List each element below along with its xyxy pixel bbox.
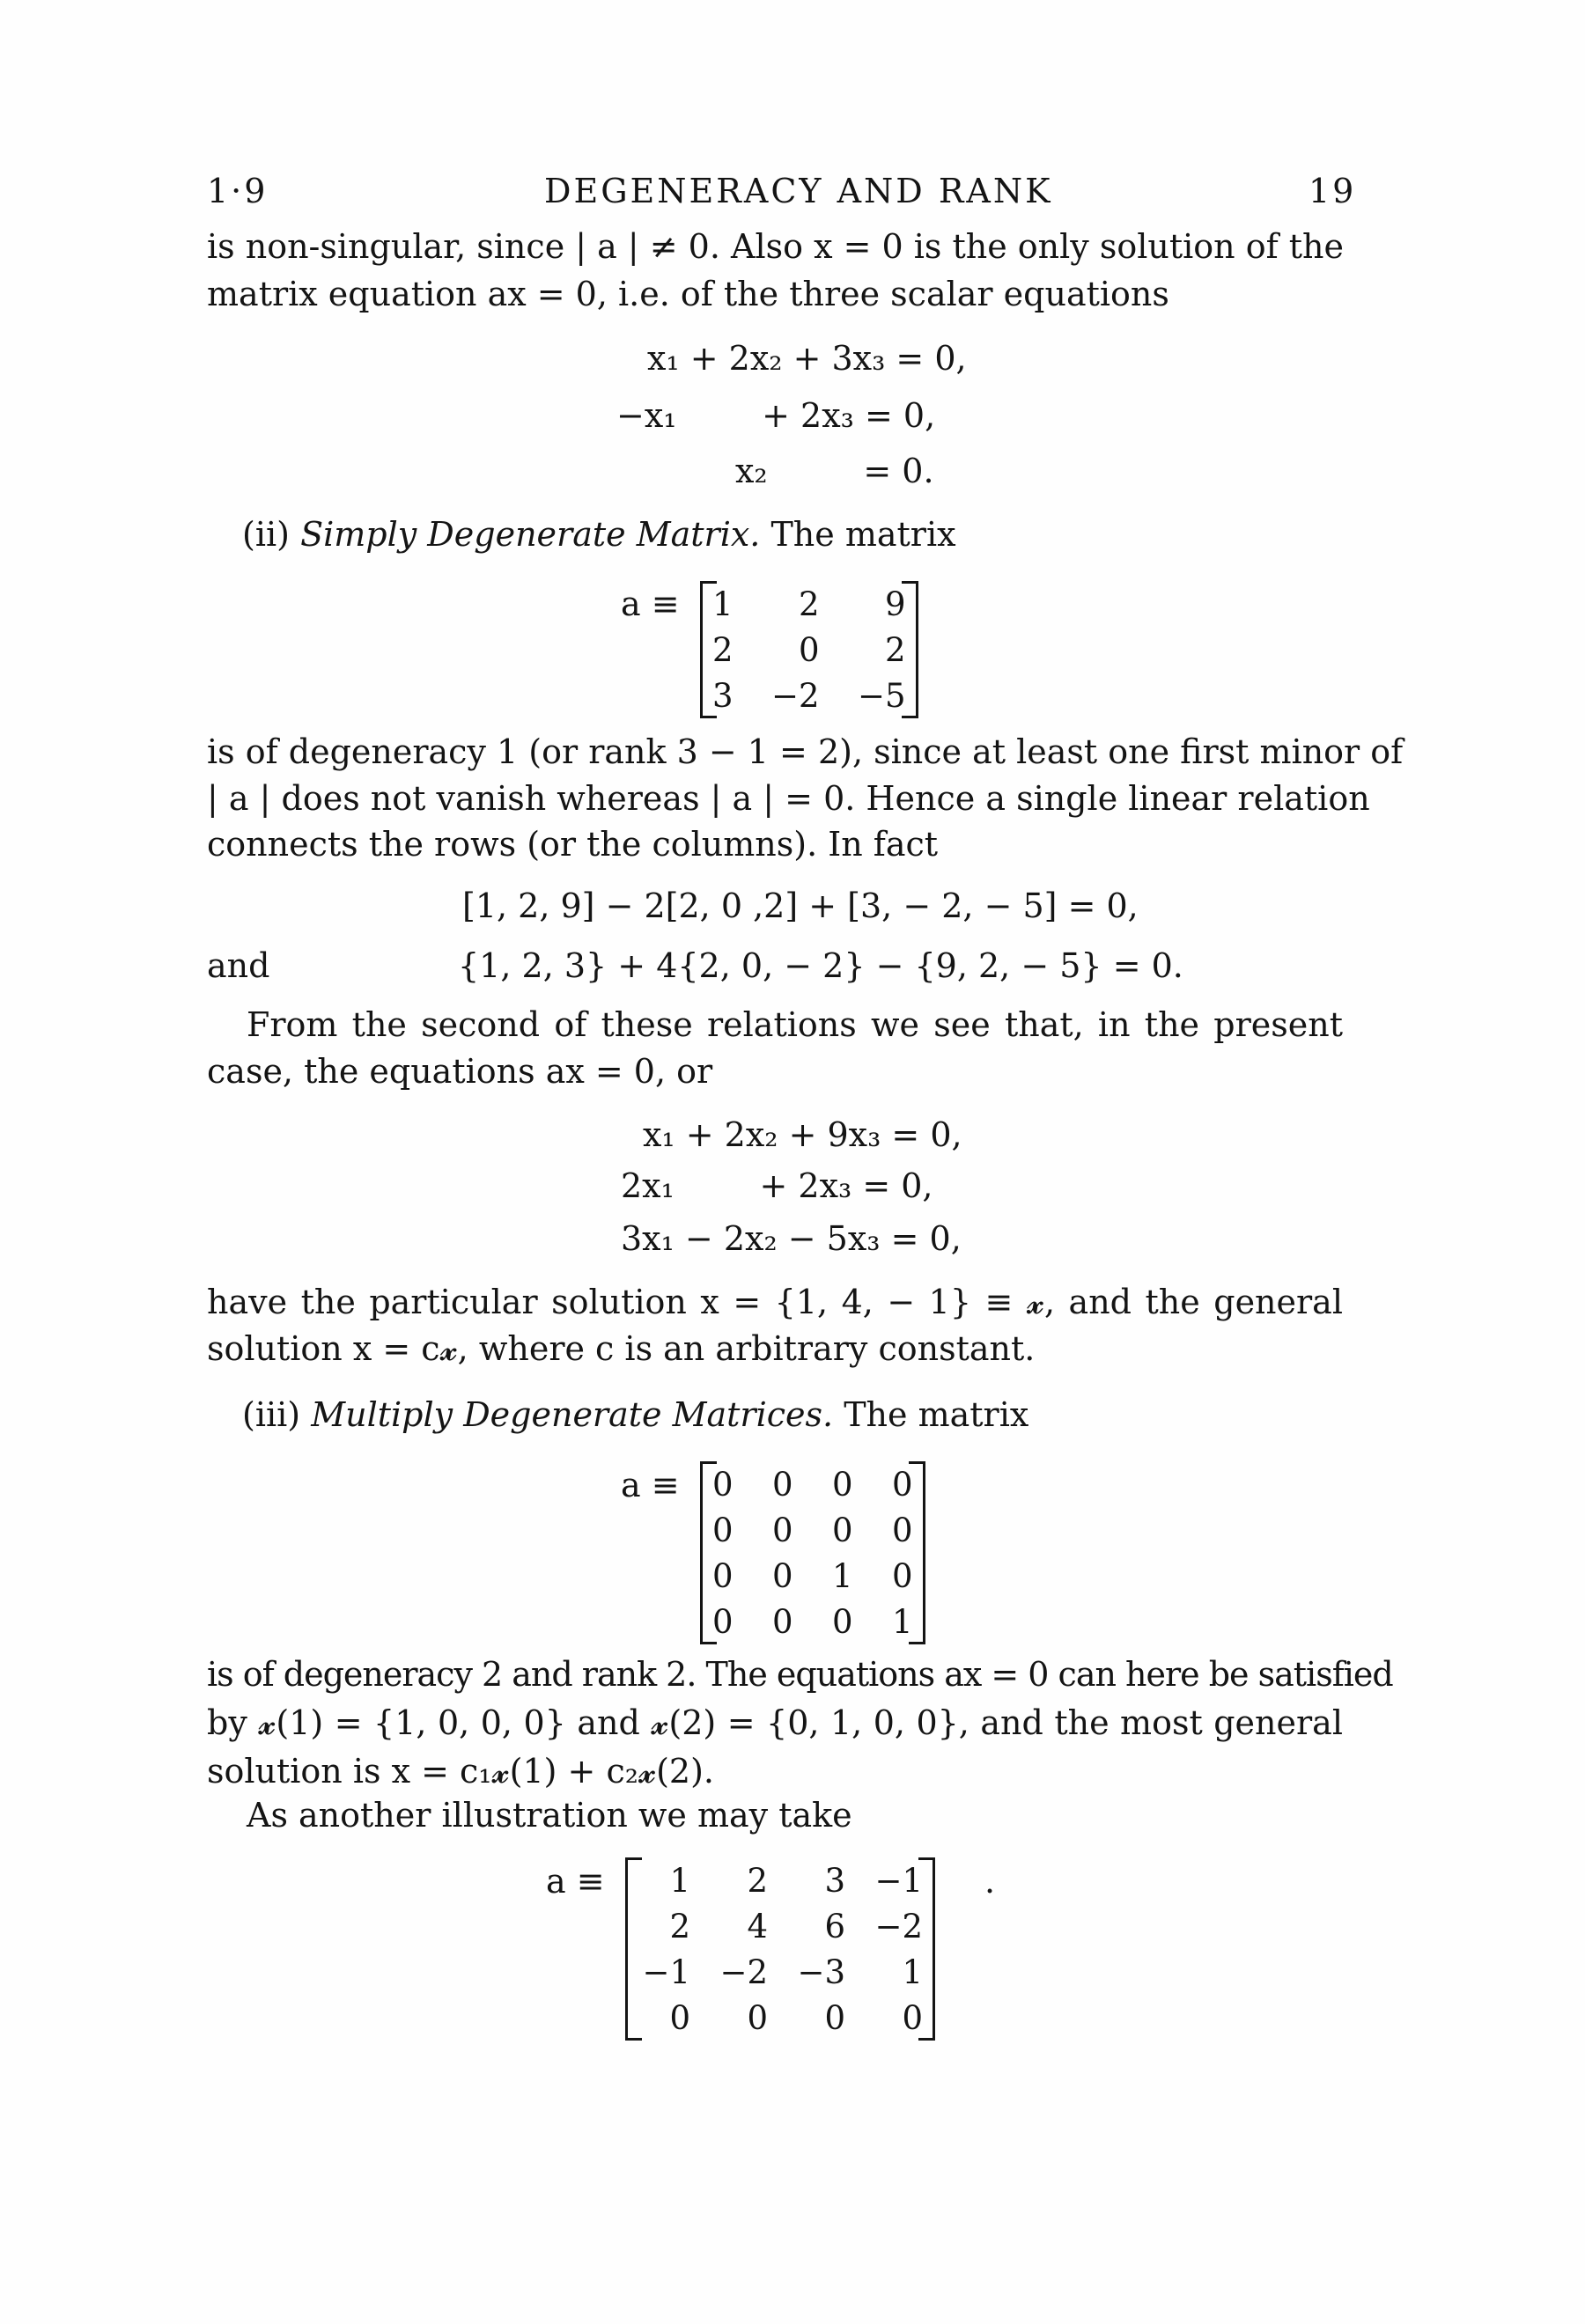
matrix-cell: 0: [892, 1556, 913, 1595]
matrix-cell: 0: [712, 1465, 734, 1504]
right-bracket: [918, 1857, 935, 2041]
section-num: (iii): [242, 1395, 301, 1434]
matrix-cell: 0: [824, 1998, 845, 2037]
paragraph-line: From the second of these relations we see that, in the present: [247, 1005, 1343, 1044]
section-title: Simply Degenerate Matrix.: [300, 515, 761, 554]
matrix-cell: −1: [874, 1861, 923, 1900]
matrix-cell: 1: [712, 585, 734, 623]
matrix-cell: 9: [885, 585, 906, 623]
matrix-cell: 0: [712, 1602, 734, 1641]
page-number: 19: [1309, 172, 1357, 210]
section-heading: [242, 1395, 1028, 1434]
matrix-cell: 0: [832, 1465, 853, 1504]
matrix-cell: 0: [892, 1511, 913, 1549]
matrix-3-table: [625, 1857, 935, 2041]
matrix-cell: 0: [747, 1998, 768, 2037]
running-title: DEGENERACY AND RANK: [544, 172, 1053, 210]
left-bracket: [625, 1857, 642, 2041]
matrix-cell: 2: [669, 1907, 690, 1945]
matrix-cell: 0: [669, 1998, 690, 2037]
matrix-cell: 0: [772, 1602, 793, 1641]
section-rest: The matrix: [770, 515, 956, 554]
matrix-cell: −2: [771, 676, 820, 715]
matrix-label: a ≡: [621, 1466, 680, 1504]
matrix-cell: 1: [832, 1556, 853, 1595]
paragraph-line: solution x = c𝔁, where c is an arbitrary constant.: [207, 1329, 1036, 1368]
matrix-cell: 0: [892, 1465, 913, 1504]
matrix-cell: 0: [832, 1511, 853, 1549]
matrix-cell: 2: [799, 585, 820, 623]
matrix-cell: 0: [772, 1556, 793, 1595]
equation-line: x₂ = 0.: [735, 452, 934, 490]
matrix-cell: −3: [797, 1953, 845, 1991]
matrix-cell: 3: [712, 676, 734, 715]
matrix-label: a ≡: [546, 1862, 605, 1901]
equation-line: −x₁ + 2x₃ = 0,: [616, 396, 936, 435]
matrix-label: a ≡: [621, 585, 680, 623]
matrix-2: [700, 1461, 925, 1644]
matrix-cell: 3: [824, 1861, 845, 1900]
section-heading: [242, 515, 956, 554]
matrix-1-table: [700, 581, 918, 718]
matrix-cell: 4: [747, 1907, 768, 1945]
matrix-cell: 0: [832, 1602, 853, 1641]
paragraph-line: connects the rows (or the columns). In fact: [207, 825, 939, 864]
paragraph-line: | a | does not vanish whereas | a | = 0. Hence a single linear relation: [207, 779, 1370, 818]
matrix-cell: 2: [747, 1861, 768, 1900]
matrix-cell: 2: [885, 630, 906, 669]
matrix-cell: −5: [858, 676, 906, 715]
matrix-cell: 0: [712, 1511, 734, 1549]
paragraph-line: by 𝔁(1) = {1, 0, 0, 0} and 𝔁(2) = {0, 1, 0, 0}, and the most general: [207, 1703, 1343, 1742]
right-bracket: [909, 1461, 925, 1644]
matrix-cell: 1: [902, 1953, 923, 1991]
matrix-cell: −1: [642, 1953, 690, 1991]
equation-line: 3x₁ − 2x₂ − 5x₃ = 0,: [621, 1219, 962, 1258]
matrix-cell: 0: [772, 1511, 793, 1549]
paragraph-line: is of degeneracy 1 (or rank 3 − 1 = 2), since at least one first minor of: [207, 732, 1404, 771]
matrix-3: [625, 1857, 935, 2041]
paragraph-line: solution is x = c₁𝔁(1) + c₂𝔁(2).: [207, 1752, 714, 1791]
right-bracket: [902, 581, 918, 718]
matrix-cell: 0: [712, 1556, 734, 1595]
matrix-cell: 2: [712, 630, 734, 669]
matrix-1: [700, 581, 918, 718]
section-title: Multiply Degenerate Matrices.: [311, 1395, 834, 1434]
matrix-cell: 0: [772, 1465, 793, 1504]
section-num: (ii): [242, 515, 290, 554]
matrix-cell: −2: [874, 1907, 923, 1945]
matrix-cell: 1: [892, 1602, 913, 1641]
equation-line: x₁ + 2x₂ + 3x₃ = 0,: [647, 339, 967, 378]
matrix-cell: 0: [799, 630, 820, 669]
paragraph-line: As another illustration we may take: [247, 1796, 852, 1835]
section-rest: The matrix: [844, 1395, 1029, 1434]
matrix-end-period: .: [984, 1862, 996, 1901]
matrix-cell: −2: [719, 1953, 768, 1991]
equation-line: 2x₁ + 2x₃ = 0,: [621, 1166, 933, 1205]
matrix-cell: 1: [669, 1861, 690, 1900]
paragraph-line: have the particular solution x = {1, 4, − 1} ≡ 𝔁, and the general: [207, 1283, 1343, 1321]
equation-line: x₁ + 2x₂ + 9x₃ = 0,: [643, 1115, 962, 1154]
paragraph-line: matrix equation ax = 0, i.e. of the three scalar equations: [207, 275, 1169, 313]
paragraph-line: case, the equations ax = 0, or: [207, 1052, 713, 1091]
relation-label: and: [207, 946, 270, 985]
matrix-cell: 0: [902, 1998, 923, 2037]
matrix-cell: 6: [824, 1907, 845, 1945]
left-bracket: [700, 1461, 717, 1644]
section-number: 1·9: [207, 172, 269, 210]
paragraph-line: is of degeneracy 2 and rank 2. The equations ax = 0 can here be satisfied: [207, 1655, 1393, 1694]
relation-line: [1, 2, 9] − 2[2, 0 ,2] + [3, − 2, − 5] = 0,: [462, 886, 1139, 925]
paragraph-line: is non-singular, since | a | ≠ 0. Also x = 0 is the only solution of the: [207, 227, 1344, 266]
relation-line: {1, 2, 3} + 4{2, 0, − 2} − {9, 2, − 5} = 0.: [458, 946, 1183, 985]
matrix-2-table: [700, 1461, 925, 1644]
left-bracket: [700, 581, 717, 718]
